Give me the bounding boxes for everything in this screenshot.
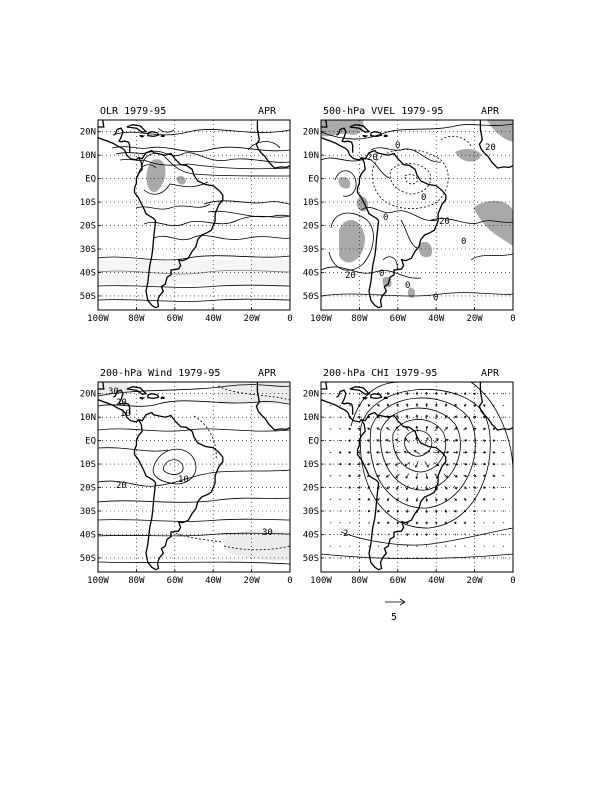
contour-label: 0 [379, 269, 385, 279]
lon-tick-label: 20W [243, 576, 260, 586]
contour-label: 20 [345, 271, 356, 281]
plot-area [98, 120, 290, 310]
coastline [384, 397, 387, 398]
lat-tick-label: 40S [79, 268, 96, 279]
wind-vector [339, 476, 341, 477]
lon-tick-label: 100W [310, 314, 332, 324]
contour-label: 0 [461, 237, 467, 247]
panel-title: OLR 1979-95 [100, 106, 167, 117]
panel-month: APR [481, 368, 500, 379]
lat-tick-label: 30S [79, 245, 96, 256]
contour-label: 10 [178, 475, 189, 485]
coastline [161, 397, 164, 398]
lat-tick-label: 20S [302, 483, 319, 494]
plot-area [98, 382, 290, 572]
lon-tick-label: 0 [510, 576, 516, 586]
coastline [384, 135, 387, 136]
wind-vector [330, 487, 331, 488]
lat-tick-label: 10S [79, 198, 96, 209]
contour-label: 0 [395, 141, 401, 151]
lon-tick-label: 60W [166, 314, 183, 324]
lat-tick-label: 20S [79, 221, 96, 232]
lat-tick-label: 50S [302, 553, 319, 564]
lon-tick-label: 100W [87, 576, 109, 586]
lat-tick-label: 20S [79, 483, 96, 494]
lon-tick-label: 40W [205, 314, 222, 324]
lat-tick-label: 20N [302, 389, 319, 400]
lat-tick-label: 10N [79, 413, 96, 424]
lon-tick-label: 20W [243, 314, 260, 324]
contour-label: 20 [485, 143, 496, 153]
lat-tick-label: 50S [302, 291, 319, 302]
contour-label: 0 [405, 281, 411, 291]
vector-key [385, 599, 405, 623]
lat-tick-label: EQ [85, 436, 96, 447]
coastline [161, 135, 164, 136]
light-shade [218, 382, 290, 404]
contour-label: 0 [421, 193, 427, 203]
plot-area [321, 382, 513, 572]
lon-tick-label: 80W [351, 576, 368, 586]
lon-tick-label: 100W [87, 314, 109, 324]
contour-label: 20 [116, 481, 127, 491]
lat-tick-label: 40S [79, 530, 96, 541]
lon-tick-label: 20W [466, 314, 483, 324]
lon-tick-label: 100W [310, 576, 332, 586]
panel-wind [98, 368, 290, 572]
panel-title: 200-hPa CHI 1979-95 [323, 368, 438, 379]
panel-title: 500-hPa VVEL 1979-95 [323, 106, 444, 117]
lon-tick-label: 40W [428, 576, 445, 586]
lat-tick-label: EQ [85, 174, 96, 185]
contour-label: 20 [367, 153, 378, 163]
lon-tick-label: 0 [287, 314, 293, 324]
lon-tick-label: 0 [510, 314, 516, 324]
lat-tick-label: 20N [302, 127, 319, 138]
contour-label: 0 [383, 213, 389, 223]
lat-tick-label: 20S [302, 221, 319, 232]
contour-label: 10 [120, 409, 131, 419]
lat-tick-label: 30S [302, 245, 319, 256]
contour-label: 20 [116, 398, 127, 408]
lon-tick-label: 0 [287, 576, 293, 586]
lon-tick-label: 20W [466, 576, 483, 586]
lat-tick-label: 10N [302, 413, 319, 424]
light-shade [98, 260, 290, 284]
contour-label: 0 [433, 293, 439, 303]
contour-label: 20 [439, 217, 450, 227]
panel-month: APR [481, 106, 500, 117]
lat-tick-label: 50S [79, 291, 96, 302]
lat-tick-label: 10S [302, 198, 319, 209]
panel-chi [321, 368, 513, 572]
panel-title: 200-hPa Wind 1979-95 [100, 368, 221, 379]
lat-tick-label: 10S [79, 460, 96, 471]
lon-tick-label: 40W [428, 314, 445, 324]
lon-tick-label: 40W [205, 576, 222, 586]
lat-tick-label: 40S [302, 530, 319, 541]
lat-tick-label: 40S [302, 268, 319, 279]
lat-tick-label: EQ [308, 174, 319, 185]
lon-tick-label: 60W [166, 576, 183, 586]
lon-tick-label: 80W [128, 576, 145, 586]
lat-tick-label: 20N [79, 389, 96, 400]
panel-vvel [321, 106, 513, 310]
contour-label: 30 [262, 528, 273, 538]
lat-tick-label: EQ [308, 436, 319, 447]
panel-month: APR [258, 106, 277, 117]
panel-olr [98, 106, 290, 310]
lat-tick-label: 30S [79, 507, 96, 518]
wind-vector [503, 476, 505, 477]
panel-month: APR [258, 368, 277, 379]
lat-tick-label: 10N [302, 151, 319, 162]
contour-label: 30 [108, 387, 119, 397]
lat-tick-label: 30S [302, 507, 319, 518]
vector-key-label: 5 [391, 612, 398, 623]
plot-area [321, 120, 513, 310]
lon-tick-label: 60W [389, 314, 406, 324]
lat-tick-label: 20N [79, 127, 96, 138]
contour-label: 2 [343, 529, 349, 539]
lat-tick-label: 10N [79, 151, 96, 162]
lat-tick-label: 10S [302, 460, 319, 471]
lon-tick-label: 80W [351, 314, 368, 324]
lon-tick-label: 60W [389, 576, 406, 586]
lat-tick-label: 50S [79, 553, 96, 564]
lon-tick-label: 80W [128, 314, 145, 324]
